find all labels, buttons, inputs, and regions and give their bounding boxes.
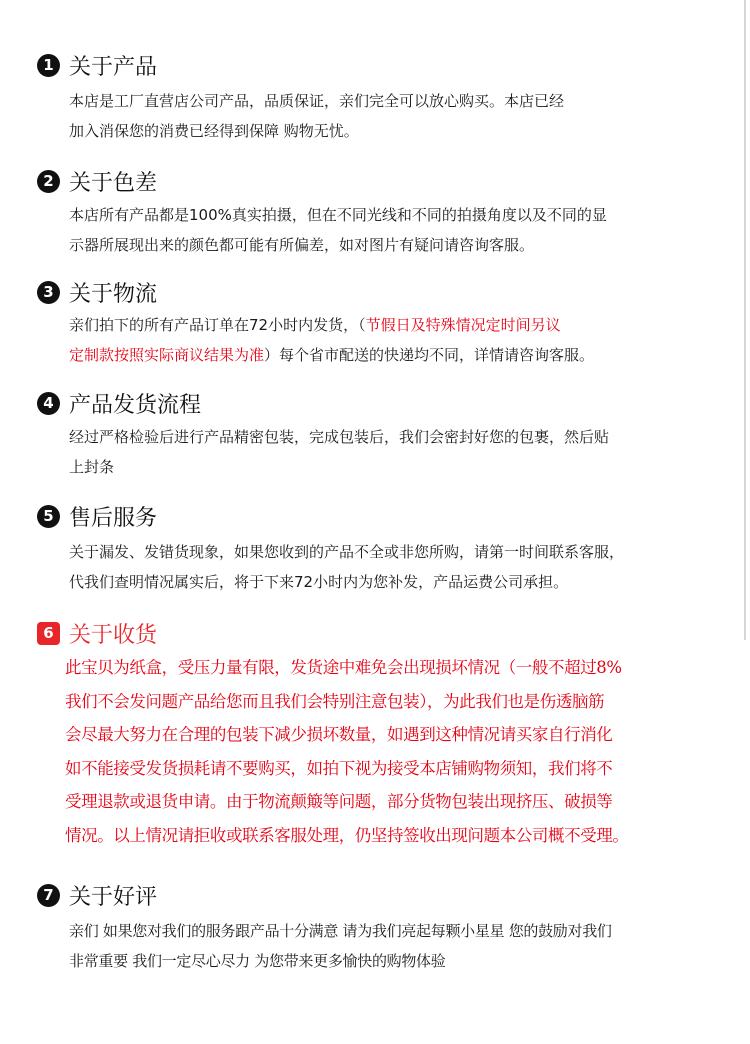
body-line: 示器所展现出来的颜色都可能有所偏差，如对图片有疑问请咨询客服。 xyxy=(69,236,535,254)
section-title: 关于产品 xyxy=(69,54,158,80)
section-about-product xyxy=(37,50,742,146)
body-line: 经过严格检验后进行产品精密包装，完成包装后，我们会密封好您的包裹，然后贴 xyxy=(69,428,610,446)
section-body xyxy=(65,651,742,852)
highlight-text: 节假日及特殊情况定时间另议 xyxy=(365,316,561,334)
section-title: 关于收货 xyxy=(69,622,158,648)
body-text: ）每个省市配送的快递均不同，详情请咨询客服。 xyxy=(264,346,595,364)
number-badge: 6 xyxy=(37,622,60,645)
body-line: 上封条 xyxy=(69,458,115,476)
section-heading xyxy=(37,50,742,80)
body-line: 关于漏发、发错货现象，如果您收到的产品不全或非您所购，请第一时间联系客服， xyxy=(69,543,625,561)
body-line: 代我们查明情况属实后，将于下来72小时内为您补发，产品运费公司承担。 xyxy=(69,573,569,591)
highlight-text: 定制款按照实际商议结果为准 xyxy=(69,346,265,364)
number-badge: 1 xyxy=(37,54,60,77)
section-about-color-difference xyxy=(37,166,742,260)
body-line: 非常重要 我们一定尽心尽力 为您带来更多愉快的购物体验 xyxy=(69,952,446,970)
body-line xyxy=(69,340,742,370)
section-title: 关于物流 xyxy=(69,281,158,307)
section-heading xyxy=(37,166,742,196)
number-badge: 4 xyxy=(37,392,60,415)
number-badge: 7 xyxy=(37,884,60,907)
page-right-border xyxy=(744,0,746,640)
section-about-reviews xyxy=(37,880,742,976)
section-about-logistics xyxy=(37,277,742,370)
section-title: 关于色差 xyxy=(69,170,158,196)
section-title: 产品发货流程 xyxy=(69,392,202,418)
body-line xyxy=(69,310,742,340)
body-line: 会尽最大努力在合理的包装下减少损坏数量，如遇到这种情况请买家自行消化 xyxy=(65,725,613,744)
body-line: 加入消保您的消费已经得到保障 购物无忧。 xyxy=(69,122,359,140)
number-badge: 5 xyxy=(37,505,60,528)
section-body xyxy=(69,86,742,146)
section-body xyxy=(69,916,742,976)
body-line: 我们不会发问题产品给您而且我们会特别注意包装），为此我们也是伤透脑筋 xyxy=(65,691,605,711)
section-body xyxy=(69,537,742,597)
section-body xyxy=(69,200,742,260)
section-shipping-process xyxy=(37,388,742,482)
number-badge: 3 xyxy=(37,281,60,304)
body-line: 亲们 如果您对我们的服务跟产品十分满意 请为我们亮起每颗小星星 您的鼓励对我们 xyxy=(69,922,612,940)
section-after-sales xyxy=(37,501,742,597)
section-body xyxy=(69,310,742,370)
section-about-receiving xyxy=(37,618,742,852)
section-title: 关于好评 xyxy=(69,884,158,910)
body-line: 情况。以上情况请拒收或联系客服处理，仍坚持签收出现问题本公司概不受理。 xyxy=(65,825,629,845)
section-body xyxy=(69,422,742,482)
number-badge: 2 xyxy=(37,170,60,193)
body-line: 本店所有产品都是100%真实拍摄，但在不同光线和不同的拍摄角度以及不同的显 xyxy=(69,206,607,224)
section-heading xyxy=(37,277,742,307)
body-line: 此宝贝为纸盒，受压力量有限，发货途中难免会出现损坏情况（一般不超过8% xyxy=(65,658,622,677)
body-text: 亲们拍下的所有产品订单在72小时内发货，（ xyxy=(69,316,366,334)
section-heading xyxy=(37,501,742,531)
body-line: 受理退款或退货申请。由于物流颠簸等问题，部分货物包装出现挤压、破损等 xyxy=(65,792,613,811)
section-heading xyxy=(37,388,742,418)
section-heading xyxy=(37,880,742,910)
body-line: 如不能接受发货损耗请不要购买，如拍下视为接受本店铺购物须知，我们将不 xyxy=(65,758,613,778)
section-heading xyxy=(37,618,742,648)
section-title: 售后服务 xyxy=(69,505,158,531)
body-line: 本店是工厂直营店公司产品，品质保证，亲们完全可以放心购买。本店已经 xyxy=(69,92,565,110)
